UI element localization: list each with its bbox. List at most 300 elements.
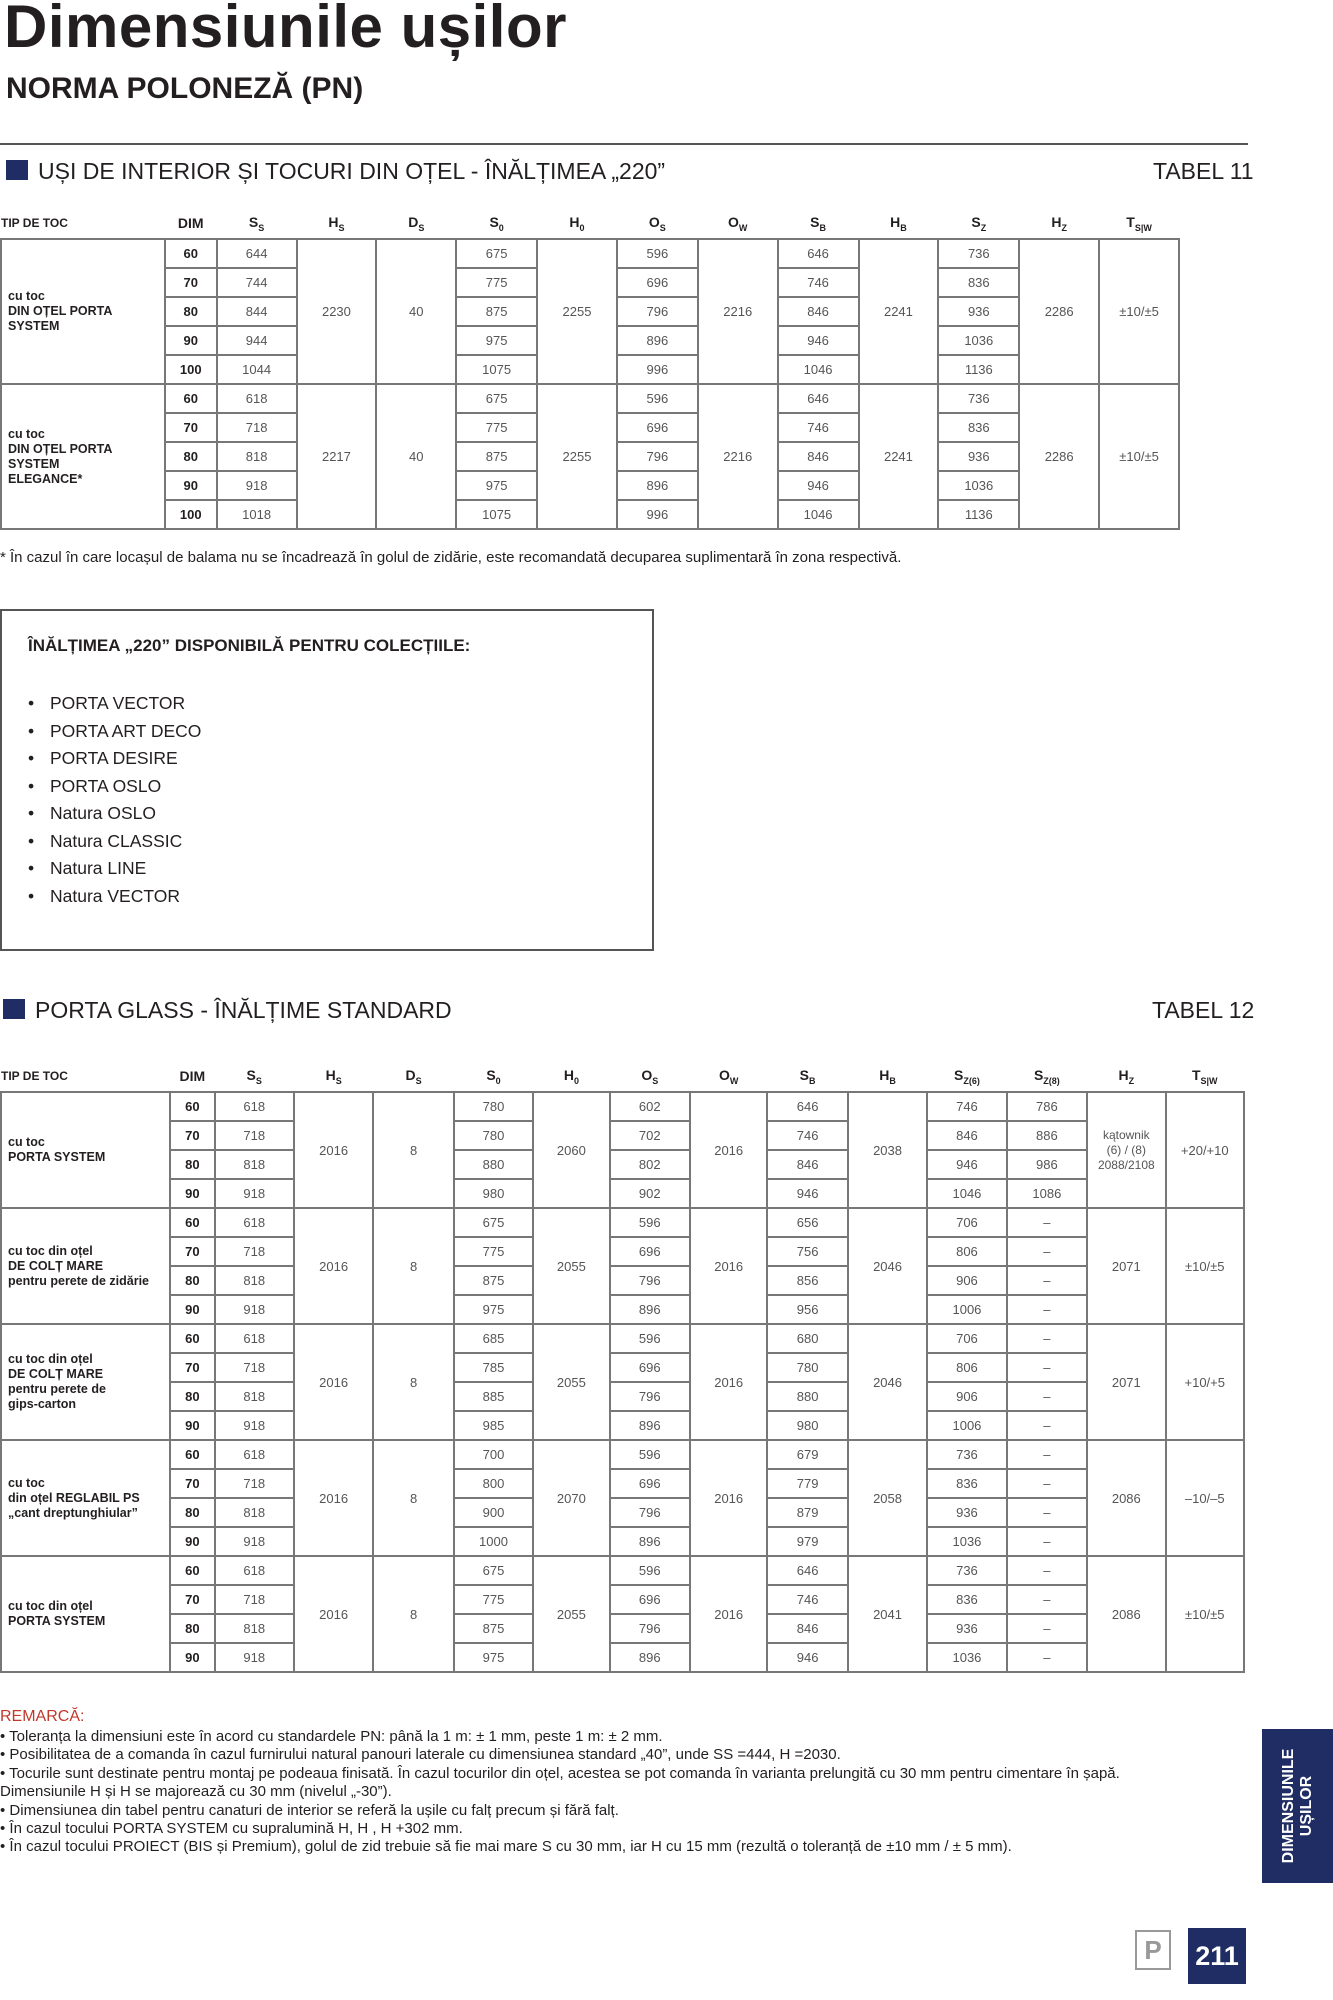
row-label: cu toc din oțel DE COLȚ MARE pentru perete de gips-carton <box>1 1324 170 1440</box>
ss-cell: 1018 <box>217 500 297 529</box>
ss-cell: 718 <box>215 1585 294 1614</box>
column-header: $S_S$ <box>246 1066 262 1086</box>
hz-cell: 2286 <box>1019 384 1099 529</box>
column-header: $H_S$ <box>328 213 345 233</box>
ss-cell: 818 <box>215 1266 294 1295</box>
sb-cell: 846 <box>778 442 859 471</box>
dim-cell: 100 <box>165 355 217 384</box>
h0-cell: 2055 <box>533 1324 609 1440</box>
dim-cell: 70 <box>165 413 217 442</box>
list-item: • PORTA VECTOR <box>28 690 201 718</box>
row-label: cu toc din oțel PORTA SYSTEM <box>1 1556 170 1672</box>
os-cell: 996 <box>617 355 698 384</box>
sz6-cell: 806 <box>927 1353 1006 1382</box>
os-cell: 896 <box>610 1643 690 1672</box>
column-header: $H_Z$ <box>1118 1066 1135 1086</box>
sz8-cell: 1086 <box>1007 1179 1087 1208</box>
s0-cell: 875 <box>454 1266 533 1295</box>
ss-cell: 618 <box>217 384 297 413</box>
sb-cell: 946 <box>778 326 859 355</box>
sz-cell: 836 <box>938 413 1019 442</box>
ds-cell: 8 <box>373 1208 453 1324</box>
dim-cell: 60 <box>170 1440 214 1469</box>
column-header: $S_B$ <box>799 1066 816 1086</box>
sz8-cell: – <box>1007 1440 1087 1469</box>
s0-cell: 775 <box>454 1585 533 1614</box>
ss-cell: 618 <box>215 1556 294 1585</box>
column-header: $S_{Z(6)}$ <box>954 1066 980 1086</box>
column-header: $O_W$ <box>718 1066 739 1086</box>
table-row <box>1 1556 1244 1585</box>
bullet-icon: • <box>28 720 35 741</box>
dim-cell: 80 <box>170 1614 214 1643</box>
sb-cell: 946 <box>767 1643 847 1672</box>
os-cell: 996 <box>617 500 698 529</box>
sb-cell: 979 <box>767 1527 847 1556</box>
sb-cell: 856 <box>767 1266 847 1295</box>
hz-cell: 2086 <box>1087 1556 1165 1672</box>
h0-cell: 2255 <box>537 239 617 384</box>
dim-cell: 60 <box>170 1556 214 1585</box>
side-tab-label: DIMENSIUNILE UȘILOR <box>1279 1748 1315 1864</box>
ss-cell: 818 <box>215 1382 294 1411</box>
hs-cell: 2016 <box>294 1324 373 1440</box>
side-tab[interactable] <box>1262 1729 1333 1883</box>
column-header: $H_Z$ <box>1051 213 1067 233</box>
column-header: $O_S$ <box>648 213 666 233</box>
os-cell: 796 <box>617 297 698 326</box>
sz6-cell: 736 <box>927 1556 1006 1585</box>
tsw-cell: ±10/±5 <box>1099 239 1179 384</box>
ss-cell: 718 <box>215 1121 294 1150</box>
os-cell: 602 <box>610 1092 690 1121</box>
row-label: cu toc din oțel REGLABIL PS „cant dreptunghiular” <box>1 1440 170 1556</box>
hb-cell: 2046 <box>848 1324 927 1440</box>
tsw-cell: –10/–5 <box>1166 1440 1245 1556</box>
os-cell: 696 <box>617 413 698 442</box>
table-row <box>1 239 1179 268</box>
dim-cell: 60 <box>165 384 217 413</box>
hs-cell: 2016 <box>294 1092 373 1208</box>
table-row <box>1 1353 1244 1382</box>
table-row <box>1 1585 1244 1614</box>
os-cell: 596 <box>617 384 698 413</box>
tsw-cell: ±10/±5 <box>1099 384 1179 529</box>
ss-cell: 918 <box>215 1411 294 1440</box>
s0-cell: 780 <box>454 1121 533 1150</box>
ow-cell: 2016 <box>690 1440 767 1556</box>
s0-cell: 880 <box>454 1150 533 1179</box>
ow-cell: 2016 <box>690 1208 767 1324</box>
dim-cell: 90 <box>170 1179 214 1208</box>
sb-cell: 646 <box>778 384 859 413</box>
ds-cell: 8 <box>373 1092 453 1208</box>
bullet-icon: • <box>28 858 35 878</box>
s0-cell: 975 <box>456 326 537 355</box>
dim-cell: 70 <box>170 1237 214 1266</box>
ss-cell: 918 <box>215 1643 294 1672</box>
remarks-list <box>0 1728 1120 1857</box>
sb-cell: 646 <box>767 1556 847 1585</box>
column-header: $D_S$ <box>408 213 425 233</box>
sz-cell: 936 <box>938 442 1019 471</box>
os-cell: 902 <box>610 1179 690 1208</box>
section1-tag: TABEL 11 <box>1153 158 1254 184</box>
os-cell: 796 <box>610 1382 690 1411</box>
remark-line <box>0 1746 1120 1764</box>
remark-text: , H , H +302 mm. <box>349 1820 463 1838</box>
sz8-cell: – <box>1007 1237 1087 1266</box>
hs-cell: 2016 <box>294 1208 373 1324</box>
table-row <box>1 1324 1244 1353</box>
table-row <box>1 1092 1244 1121</box>
hb-cell: 2058 <box>848 1440 927 1556</box>
table-row <box>1 1382 1244 1411</box>
ds-cell: 40 <box>376 384 456 529</box>
os-cell: 696 <box>610 1353 690 1382</box>
sz6-cell: 1006 <box>927 1295 1006 1324</box>
os-cell: 896 <box>610 1295 690 1324</box>
sz6-cell: 906 <box>927 1266 1006 1295</box>
sz6-cell: 1036 <box>927 1643 1006 1672</box>
table-row <box>1 1527 1244 1556</box>
sz8-cell: – <box>1007 1556 1087 1585</box>
ss-cell: 718 <box>215 1469 294 1498</box>
h0-cell: 2255 <box>537 384 617 529</box>
sb-cell: 846 <box>778 297 859 326</box>
remark-text: • Posibilitatea de a comanda în cazul furnirului natural panouri laterale cu dimensiunea standard „40”, unde S <box>0 1746 724 1764</box>
sz6-cell: 836 <box>927 1469 1006 1498</box>
sb-cell: 779 <box>767 1469 847 1498</box>
column-header: $D_S$ <box>405 1066 422 1086</box>
dim-cell: 70 <box>165 268 217 297</box>
list-item: • Natura VECTOR <box>28 883 201 911</box>
s0-cell: 1075 <box>456 355 537 384</box>
dim-cell: 100 <box>165 500 217 529</box>
sz8-cell: – <box>1007 1266 1087 1295</box>
table-row <box>1 1498 1244 1527</box>
ss-cell: 618 <box>215 1324 294 1353</box>
column-header: $H_0$ <box>563 1066 579 1086</box>
ss-cell: 644 <box>217 239 297 268</box>
s0-cell: 675 <box>456 239 537 268</box>
sz8-cell: – <box>1007 1643 1087 1672</box>
os-cell: 596 <box>610 1324 690 1353</box>
sz6-cell: 1006 <box>927 1411 1006 1440</box>
dim-cell: 60 <box>170 1092 214 1121</box>
s0-cell: 775 <box>454 1237 533 1266</box>
column-header: $H_B$ <box>879 1066 896 1086</box>
row-label: cu toc din oțel DE COLȚ MARE pentru perete de zidărie <box>1 1208 170 1324</box>
dim-cell: 90 <box>165 326 217 355</box>
sb-cell: 746 <box>778 268 859 297</box>
brand-logo-icon: P <box>1135 1930 1171 1970</box>
list-item: • Natura LINE <box>28 855 201 883</box>
bullet-icon: • <box>28 885 35 906</box>
sz-cell: 1036 <box>938 326 1019 355</box>
footnote: * În cazul în care locașul de balama nu se încadrează în golul de zidărie, este recomandată decuparea suplimentară în zona respectivă. <box>0 549 902 566</box>
ow-cell: 2016 <box>690 1556 767 1672</box>
tsw-cell: +20/+10 <box>1166 1092 1245 1208</box>
hs-cell: 2217 <box>297 384 377 529</box>
ss-cell: 818 <box>215 1614 294 1643</box>
column-header: DIM <box>179 1068 206 1084</box>
availability-title: ÎNĂLȚIMEA „220” DISPONIBILĂ PENTRU COLECȚIILE: <box>28 636 471 655</box>
dim-cell: 80 <box>165 442 217 471</box>
table-12 <box>0 1061 1245 1673</box>
dim-cell: 80 <box>170 1150 214 1179</box>
bullet-icon: • <box>28 748 35 768</box>
os-cell: 802 <box>610 1150 690 1179</box>
ds-cell: 8 <box>373 1556 453 1672</box>
ss-cell: 744 <box>217 268 297 297</box>
h0-cell: 2055 <box>533 1208 609 1324</box>
dim-cell: 60 <box>170 1324 214 1353</box>
s0-cell: 975 <box>456 471 537 500</box>
section2-title: PORTA GLASS - ÎNĂLȚIME STANDARD <box>35 997 452 1023</box>
sz-cell: 736 <box>938 239 1019 268</box>
column-header: $S_0$ <box>489 213 504 233</box>
remark-line <box>0 1820 1120 1838</box>
os-cell: 796 <box>617 442 698 471</box>
column-header: $O_W$ <box>728 213 748 233</box>
s0-cell: 980 <box>454 1179 533 1208</box>
sb-cell: 956 <box>767 1295 847 1324</box>
sz8-cell: – <box>1007 1353 1087 1382</box>
sz-cell: 936 <box>938 297 1019 326</box>
dim-cell: 70 <box>170 1469 214 1498</box>
sz8-cell: – <box>1007 1498 1087 1527</box>
column-header: TIP DE TOC <box>1 1069 68 1083</box>
sb-cell: 780 <box>767 1353 847 1382</box>
sz6-cell: 746 <box>927 1092 1006 1121</box>
sb-cell: 946 <box>767 1179 847 1208</box>
table-row <box>1 1237 1244 1266</box>
remark-text: • În cazul tocului PROIECT (BIS și Premium), golul de zid trebuie să fie mai mare S <box>0 1838 552 1856</box>
sb-cell: 646 <box>767 1092 847 1121</box>
row-label: cu toc PORTA SYSTEM <box>1 1092 170 1208</box>
s0-cell: 700 <box>454 1440 533 1469</box>
sz6-cell: 1046 <box>927 1179 1006 1208</box>
s0-cell: 775 <box>456 268 537 297</box>
ss-cell: 944 <box>217 326 297 355</box>
remark-line <box>0 1838 1120 1856</box>
page-number: 211 <box>1188 1928 1246 1984</box>
hz-cell: 2071 <box>1087 1324 1165 1440</box>
sz8-cell: – <box>1007 1527 1087 1556</box>
ss-cell: 1044 <box>217 355 297 384</box>
column-header: DIM <box>177 215 204 231</box>
dim-cell: 90 <box>165 471 217 500</box>
remark-text: • În cazul tocului PORTA SYSTEM cu supralumină H <box>0 1820 349 1838</box>
sb-cell: 946 <box>778 471 859 500</box>
bullet-icon: • <box>28 803 35 823</box>
ss-cell: 818 <box>215 1498 294 1527</box>
os-cell: 896 <box>617 471 698 500</box>
table-row <box>1 1150 1244 1179</box>
remark-text: și H se majorează cu 30 mm (nivelul „-30”). <box>100 1783 392 1801</box>
tsw-cell: +10/+5 <box>1166 1324 1245 1440</box>
column-header: TIP DE TOC <box>1 216 68 230</box>
s0-cell: 875 <box>456 442 537 471</box>
remark-text: • Toleranța la dimensiuni este în acord cu standardele PN: până la 1 m: ± 1 mm, peste 1 m: ± 2 mm. <box>0 1728 663 1745</box>
hb-cell: 2038 <box>848 1092 927 1208</box>
table-row <box>1 1614 1244 1643</box>
table-row <box>1 1295 1244 1324</box>
sb-cell: 879 <box>767 1498 847 1527</box>
os-cell: 796 <box>610 1614 690 1643</box>
list-item: • Natura CLASSIC <box>28 828 201 856</box>
column-header: $S_S$ <box>248 213 265 233</box>
section2-tag: TABEL 12 <box>1152 997 1255 1023</box>
sz-cell: 1036 <box>938 471 1019 500</box>
sb-cell: 746 <box>767 1585 847 1614</box>
column-header: $H_B$ <box>890 213 907 233</box>
ss-cell: 618 <box>215 1092 294 1121</box>
dim-cell: 90 <box>170 1643 214 1672</box>
os-cell: 596 <box>610 1208 690 1237</box>
s0-cell: 885 <box>454 1382 533 1411</box>
hs-cell: 2230 <box>297 239 377 384</box>
dim-cell: 90 <box>170 1295 214 1324</box>
sb-cell: 746 <box>778 413 859 442</box>
ds-cell: 8 <box>373 1440 453 1556</box>
table-row <box>1 384 1179 413</box>
remark-text: Dimensiunile H <box>0 1783 101 1801</box>
section1-title: UȘI DE INTERIOR ȘI TOCURI DIN OȚEL - ÎNĂLȚIMEA „220” <box>38 158 666 184</box>
column-header: $S_0$ <box>486 1066 501 1086</box>
sz6-cell: 706 <box>927 1324 1006 1353</box>
dim-cell: 70 <box>170 1121 214 1150</box>
hz-cell: kątownik (6) / (8) 2088/2108 <box>1087 1092 1165 1208</box>
hb-cell: 2046 <box>848 1208 927 1324</box>
dim-cell: 80 <box>165 297 217 326</box>
row-label: cu toc DIN OȚEL PORTA SYSTEM <box>1 239 165 384</box>
remark-line <box>0 1783 1120 1801</box>
section-marker-icon <box>6 160 28 180</box>
s0-cell: 1000 <box>454 1527 533 1556</box>
column-header: $O_S$ <box>641 1066 659 1086</box>
s0-cell: 675 <box>456 384 537 413</box>
sz6-cell: 706 <box>927 1208 1006 1237</box>
remark-text: • Dimensiunea din tabel pentru canaturi de interior se referă la ușile cu falț precum și fără falț. <box>0 1801 619 1819</box>
s0-cell: 900 <box>454 1498 533 1527</box>
tsw-cell: ±10/±5 <box>1166 1208 1245 1324</box>
ss-cell: 718 <box>217 413 297 442</box>
s0-cell: 775 <box>456 413 537 442</box>
os-cell: 696 <box>617 268 698 297</box>
ow-cell: 2016 <box>690 1092 767 1208</box>
sz8-cell: 986 <box>1007 1150 1087 1179</box>
sz8-cell: – <box>1007 1208 1087 1237</box>
ss-cell: 918 <box>217 471 297 500</box>
sz6-cell: 906 <box>927 1382 1006 1411</box>
sz-cell: 1136 <box>938 500 1019 529</box>
sb-cell: 1046 <box>778 500 859 529</box>
dim-cell: 60 <box>165 239 217 268</box>
tsw-cell: ±10/±5 <box>1166 1556 1245 1672</box>
s0-cell: 1075 <box>456 500 537 529</box>
ow-cell: 2016 <box>690 1324 767 1440</box>
sz8-cell: 886 <box>1007 1121 1087 1150</box>
hz-cell: 2086 <box>1087 1440 1165 1556</box>
ds-cell: 40 <box>376 239 456 384</box>
remark-text: cu 30 mm, iar H cu 15 mm (rezultă o toleranță de ±10 mm / ± 5 mm). <box>551 1838 1012 1856</box>
ss-cell: 818 <box>215 1150 294 1179</box>
table-row <box>1 1469 1244 1498</box>
sz6-cell: 1036 <box>927 1527 1006 1556</box>
list-item: • PORTA ART DECO <box>28 718 201 746</box>
os-cell: 696 <box>610 1237 690 1266</box>
sz6-cell: 936 <box>927 1498 1006 1527</box>
ss-cell: 718 <box>215 1237 294 1266</box>
s0-cell: 780 <box>454 1092 533 1121</box>
column-header: $S_B$ <box>810 213 826 233</box>
os-cell: 696 <box>610 1469 690 1498</box>
sb-cell: 1046 <box>778 355 859 384</box>
divider <box>0 143 1248 145</box>
remark-title: REMARCĂ: <box>0 1708 85 1725</box>
sb-cell: 680 <box>767 1324 847 1353</box>
os-cell: 702 <box>610 1121 690 1150</box>
sz8-cell: – <box>1007 1382 1087 1411</box>
hb-cell: 2041 <box>848 1556 927 1672</box>
table-row <box>1 1440 1244 1469</box>
h0-cell: 2055 <box>533 1556 609 1672</box>
dim-cell: 70 <box>170 1585 214 1614</box>
s0-cell: 675 <box>454 1208 533 1237</box>
sz8-cell: – <box>1007 1614 1087 1643</box>
remark-line <box>0 1765 1120 1783</box>
ds-cell: 8 <box>373 1324 453 1440</box>
sz6-cell: 946 <box>927 1150 1006 1179</box>
remark-line <box>0 1802 1120 1820</box>
collection-list <box>28 690 201 910</box>
dim-cell: 60 <box>170 1208 214 1237</box>
column-header: $S_Z$ <box>971 213 987 233</box>
sz8-cell: – <box>1007 1411 1087 1440</box>
hb-cell: 2241 <box>859 384 939 529</box>
ss-cell: 818 <box>217 442 297 471</box>
ss-cell: 618 <box>215 1440 294 1469</box>
sb-cell: 679 <box>767 1440 847 1469</box>
os-cell: 896 <box>617 326 698 355</box>
column-header: $H_S$ <box>325 1066 342 1086</box>
bullet-icon: • <box>28 830 35 851</box>
sz6-cell: 846 <box>927 1121 1006 1150</box>
hs-cell: 2016 <box>294 1556 373 1672</box>
column-header: $T_{S|W}$ <box>1191 1066 1218 1086</box>
sb-cell: 846 <box>767 1614 847 1643</box>
sb-cell: 746 <box>767 1121 847 1150</box>
ss-cell: 844 <box>217 297 297 326</box>
table-row <box>1 1121 1244 1150</box>
sz6-cell: 736 <box>927 1440 1006 1469</box>
sz-cell: 836 <box>938 268 1019 297</box>
sz-cell: 1136 <box>938 355 1019 384</box>
sb-cell: 756 <box>767 1237 847 1266</box>
s0-cell: 975 <box>454 1295 533 1324</box>
sz6-cell: 936 <box>927 1614 1006 1643</box>
sz-cell: 736 <box>938 384 1019 413</box>
dim-cell: 90 <box>170 1527 214 1556</box>
os-cell: 596 <box>610 1556 690 1585</box>
sb-cell: 656 <box>767 1208 847 1237</box>
sb-cell: 880 <box>767 1382 847 1411</box>
s0-cell: 675 <box>454 1556 533 1585</box>
table-row <box>1 1208 1244 1237</box>
page-title: Dimensiunile ușilor <box>4 0 567 60</box>
